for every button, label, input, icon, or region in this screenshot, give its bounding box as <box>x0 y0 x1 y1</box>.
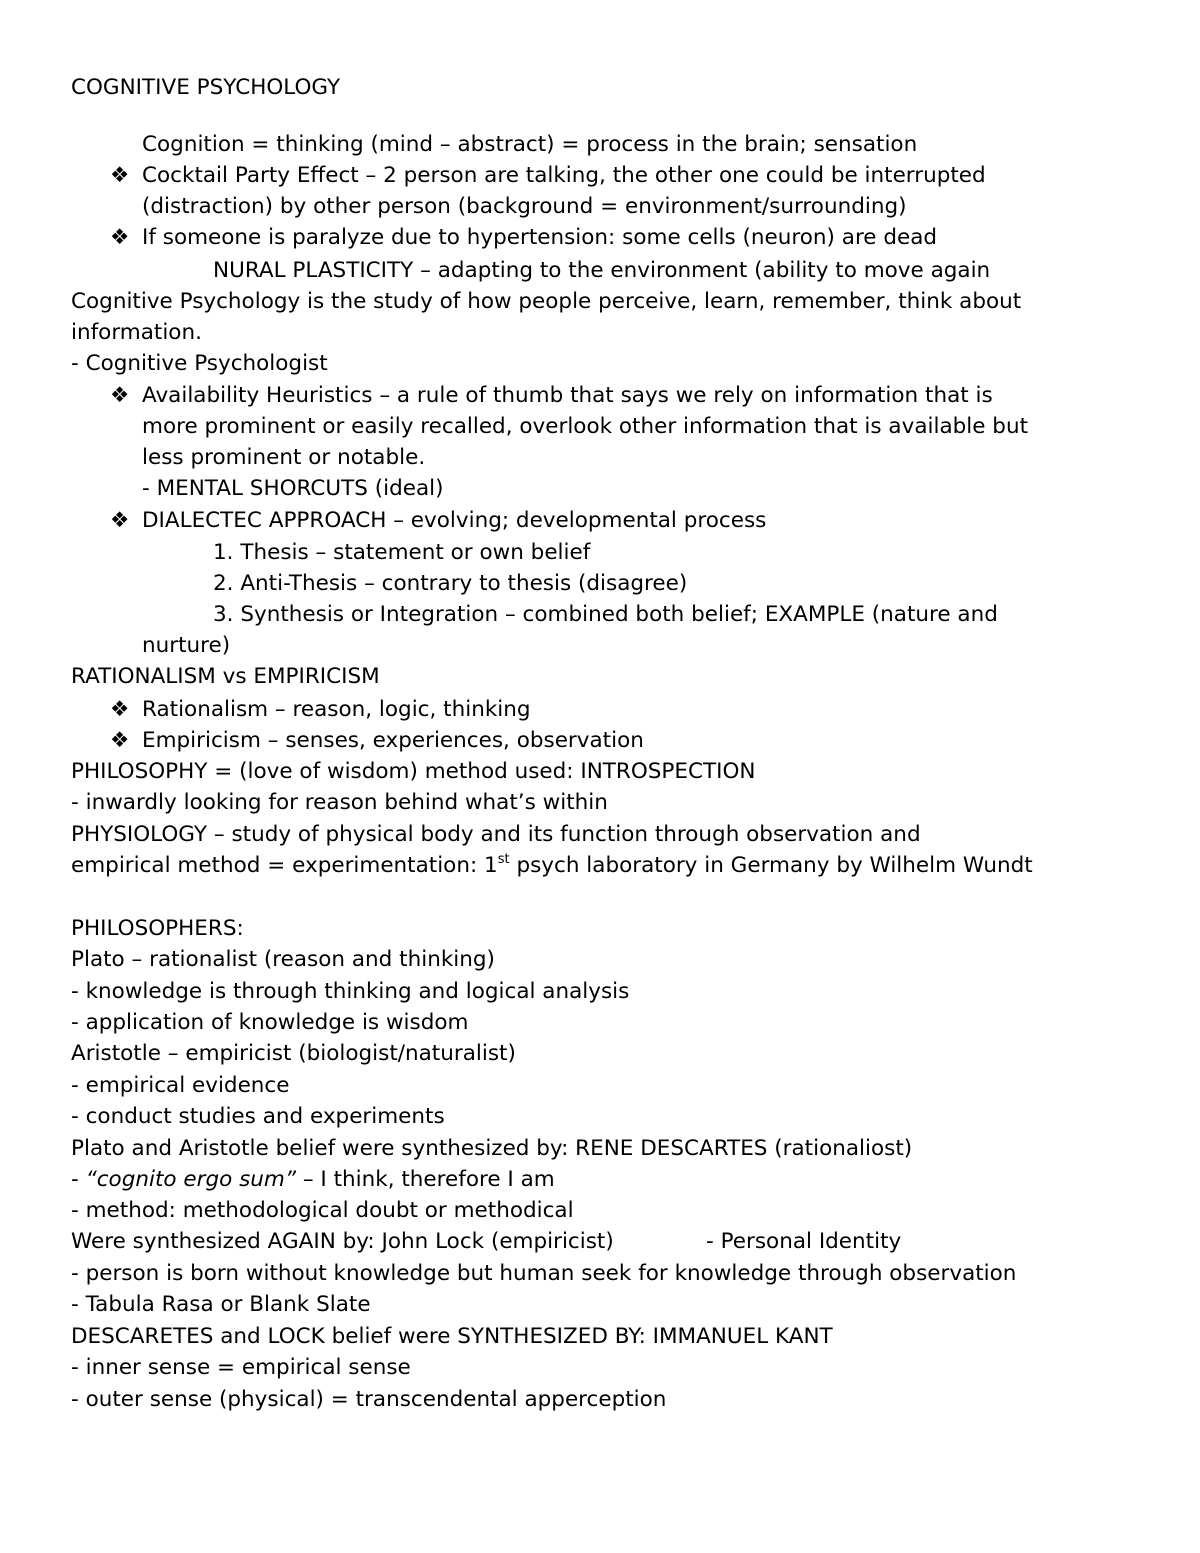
availability-line-2: more prominent or easily recalled, overlook other information that is available but <box>142 414 1029 439</box>
aristotle-point-2: - conduct studies and experiments <box>71 1104 445 1129</box>
bullet-diamond-icon: ❖ <box>110 163 130 188</box>
plato-point-2: - application of knowledge is wisdom <box>71 1010 469 1035</box>
personal-identity-note: - Personal Identity <box>706 1229 902 1254</box>
availability-line-1: Availability Heuristics – a rule of thumb that says we rely on information that is <box>142 383 993 408</box>
rationalism-empiricism-heading: RATIONALISM vs EMPIRICISM <box>71 664 380 689</box>
shortcuts-line: - MENTAL SHORCUTS (ideal) <box>142 476 444 501</box>
cogito-line <box>71 1164 555 1195</box>
synthesis-line-1: 3. Synthesis or Integration – combined both belief; EXAMPLE (nature and <box>213 602 998 627</box>
kant-point-1: - inner sense = empirical sense <box>71 1355 411 1380</box>
cogito-quote: “cognito ergo sum” <box>85 1167 296 1192</box>
definition-line-2: information. <box>71 320 202 345</box>
synthesis-line-2: nurture) <box>142 633 231 658</box>
antithesis-line: 2. Anti-Thesis – contrary to thesis (disagree) <box>213 571 688 596</box>
physiology-text-b: psych laboratory in Germany by Wilhelm Wundt <box>509 853 1033 878</box>
philosophy-line: PHILOSOPHY = (love of wisdom) method used: INTROSPECTION <box>71 759 756 784</box>
empiricism-line: Empiricism – senses, experiences, observation <box>142 728 644 753</box>
lock-point-2: - Tabula Rasa or Blank Slate <box>71 1292 371 1317</box>
bullet-diamond-icon: ❖ <box>110 728 130 753</box>
plato-point-1: - knowledge is through thinking and logical analysis <box>71 979 630 1004</box>
aristotle-point-1: - empirical evidence <box>71 1073 290 1098</box>
document-title: COGNITIVE PSYCHOLOGY <box>71 75 341 100</box>
descartes-line: Plato and Aristotle belief were synthesized by: RENE DESCARTES (rationaliost) <box>71 1136 913 1161</box>
bullet-diamond-icon: ❖ <box>110 508 130 533</box>
bullet-diamond-icon: ❖ <box>110 697 130 722</box>
thesis-line: 1. Thesis – statement or own belief <box>213 540 591 565</box>
physiology-line-1: PHYSIOLOGY – study of physical body and its function through observation and <box>71 822 921 847</box>
kant-line: DESCARETES and LOCK belief were SYNTHESIZED BY: IMMANUEL KANT <box>71 1324 833 1349</box>
definition-line-1: Cognitive Psychology is the study of how people perceive, learn, remember, think about <box>71 289 1022 314</box>
paralyze-line: If someone is paralyze due to hypertension: some cells (neuron) are dead <box>142 225 938 250</box>
lock-point-1: - person is born without knowledge but human seek for knowledge through observation <box>71 1261 1017 1286</box>
aristotle-line: Aristotle – empiricist (biologist/naturalist) <box>71 1041 516 1066</box>
inward-line: - inwardly looking for reason behind what’s within <box>71 790 608 815</box>
bullet-diamond-icon: ❖ <box>110 383 130 408</box>
kant-point-2: - outer sense (physical) = transcendental apperception <box>71 1387 667 1412</box>
plato-line: Plato – rationalist (reason and thinking) <box>71 947 495 972</box>
cogito-translation: – I think, therefore I am <box>296 1167 555 1192</box>
cocktail-line-1: Cocktail Party Effect – 2 person are talking, the other one could be interrupted <box>142 163 986 188</box>
cocktail-line-2: (distraction) by other person (background = environment/surrounding) <box>142 194 907 219</box>
physiology-line-2 <box>71 850 1033 881</box>
ordinal-superscript: st <box>497 852 510 867</box>
dialectic-line: DIALECTEC APPROACH – evolving; developmental process <box>142 508 767 533</box>
rationalism-line: Rationalism – reason, logic, thinking <box>142 697 531 722</box>
cognition-line: Cognition = thinking (mind – abstract) = process in the brain; sensation <box>142 132 918 157</box>
physiology-text-a: empirical method = experimentation: 1 <box>71 853 498 878</box>
availability-line-3: less prominent or notable. <box>142 445 426 470</box>
psychologist-line: - Cognitive Psychologist <box>71 351 328 376</box>
bullet-diamond-icon: ❖ <box>110 225 130 250</box>
cogito-prefix: - <box>71 1167 86 1192</box>
plasticity-line: NURAL PLASTICITY – adapting to the environment (ability to move again <box>213 258 991 283</box>
lock-line: Were synthesized AGAIN by: John Lock (empiricist) <box>71 1229 614 1254</box>
philosophers-heading: PHILOSOPHERS: <box>71 916 244 941</box>
method-line: - method: methodological doubt or methodical <box>71 1198 574 1223</box>
